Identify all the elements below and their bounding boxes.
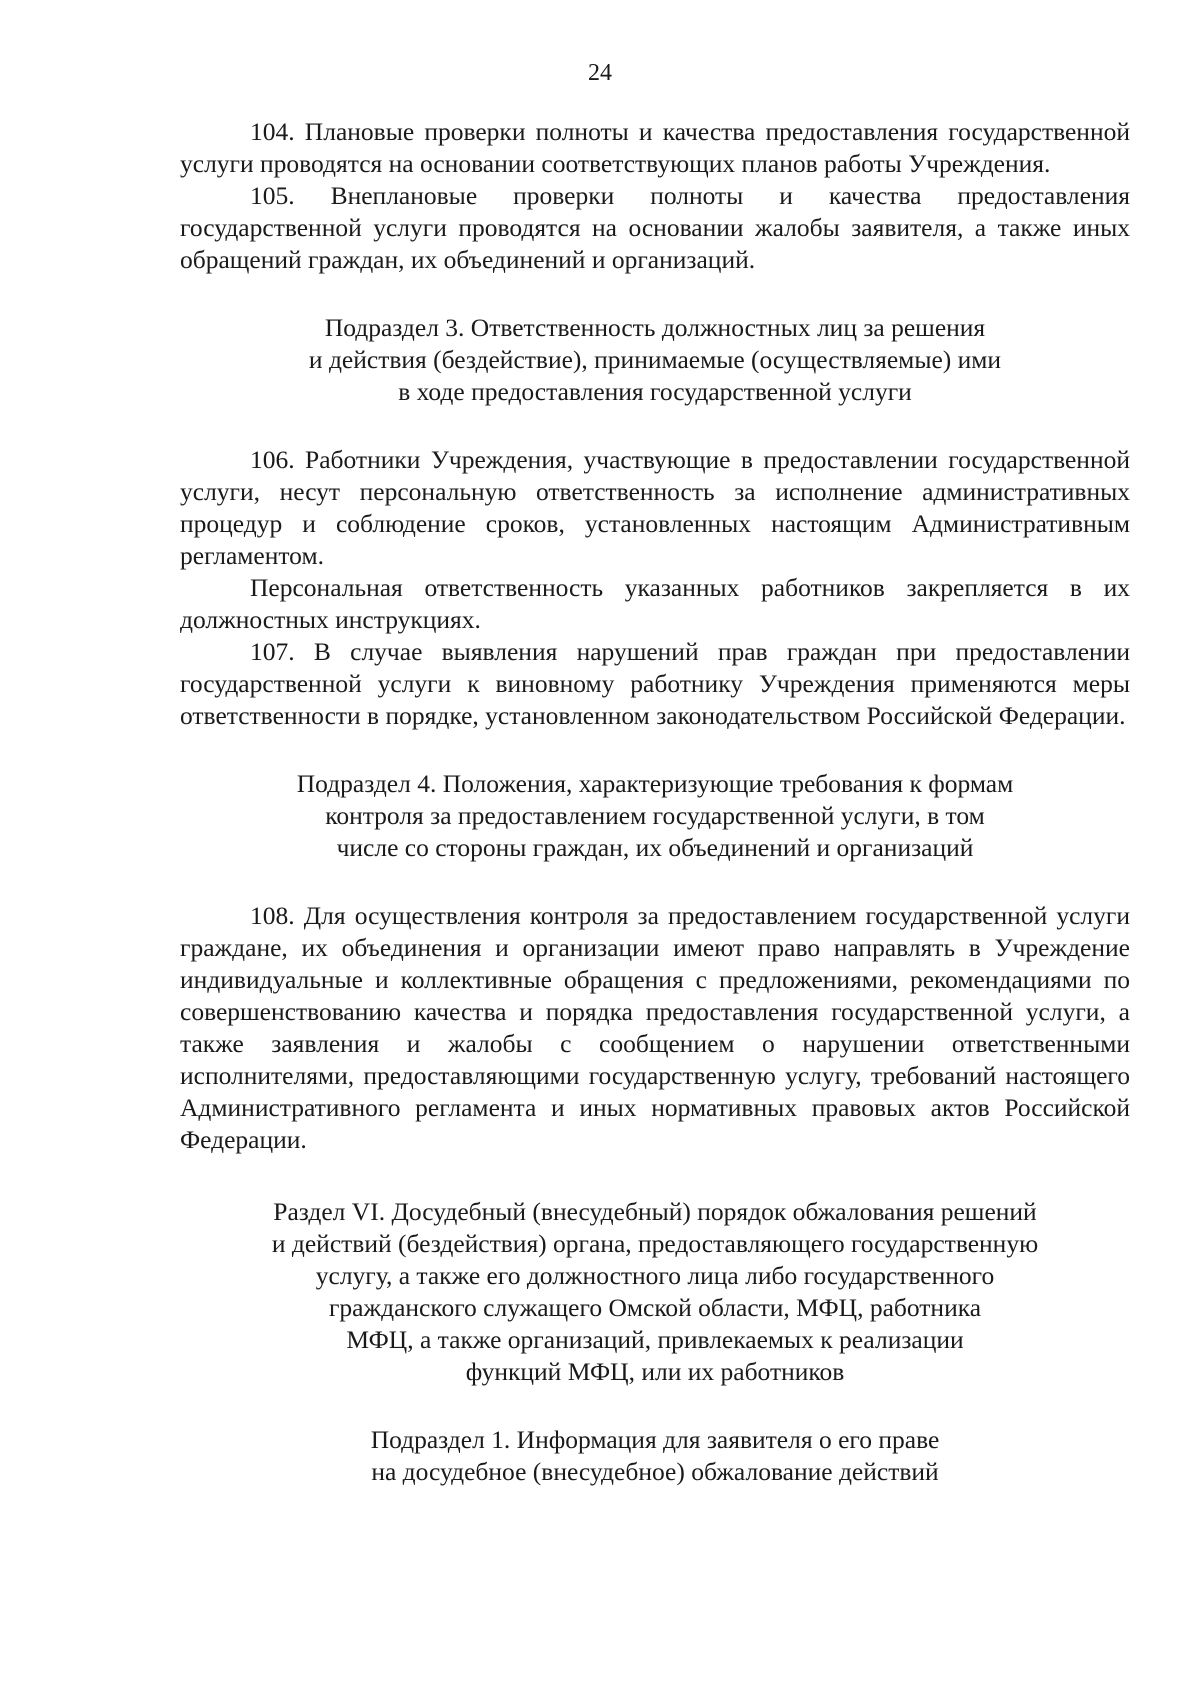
heading-line: Подраздел 1. Информация для заявителя о его праве xyxy=(370,1425,940,1454)
paragraph-106: 106. Работники Учреждения, участвующие в предоставлении государственной услуги, несут персональную ответственность за исполнение административных процедур и соблюдение сроков, установленных настоящим Административным регламентом. xyxy=(180,445,1130,570)
heading-line: МФЦ, а также организаций, привлекаемых к реализации xyxy=(346,1325,964,1354)
paragraph-108: 108. Для осуществления контроля за предоставлением государственной услуги граждане, их объединения и организации имеют право направлять в Учреждение индивидуальные и коллективные обращения с предложениями, рекомендациями по совершенствованию качества и порядка предоставления государственной услуги, а также заявления и жалобы с сообщением о нарушении ответственными исполнителями, предоставляющими государственную услугу, требований настоящего Административного регламента и иных нормативных правовых актов Российской Федерации. xyxy=(180,901,1130,1154)
section-6-heading xyxy=(180,1196,1130,1388)
heading-line: Раздел VI. Досудебный (внесудебный) порядок обжалования решений xyxy=(273,1197,1037,1226)
heading-line: услугу, а также его должностного лица либо государственного xyxy=(315,1261,995,1290)
heading-line: Подраздел 3. Ответственность должностных лиц за решения xyxy=(324,313,986,342)
paragraph-104: 104. Плановые проверки полноты и качества предоставления государственной услуги проводятся на основании соответствующих планов работы Учреждения. xyxy=(180,117,1130,178)
subsection-4-heading xyxy=(180,768,1130,864)
paragraph-107: 107. В случае выявления нарушений прав граждан при предоставлении государственной услуги к виновному работнику Учреждения применяются меры ответственности в порядке, установленном законодательством Российской Федерации. xyxy=(180,637,1130,730)
heading-line: Подраздел 4. Положения, характеризующие требования к формам xyxy=(296,769,1014,798)
paragraph-106-personal-responsibility: Персональная ответственность указанных работников закрепляется в их должностных инструкциях. xyxy=(180,573,1130,634)
heading-line: гражданского служащего Омской области, МФЦ, работника xyxy=(328,1293,982,1322)
heading-line: функций МФЦ, или их работников xyxy=(465,1357,845,1386)
heading-line: и действий (бездействия) органа, предоставляющего государственную xyxy=(271,1229,1039,1258)
page-number: 24 xyxy=(588,60,612,86)
heading-line: в ходе предоставления государственной услуги xyxy=(398,377,912,406)
heading-line: на досудебное (внесудебное) обжалование действий xyxy=(371,1457,939,1486)
paragraph-105: 105. Внеплановые проверки полноты и качества предоставления государственной услуги проводятся на основании жалобы заявителя, а также иных обращений граждан, их объединений и организаций. xyxy=(180,181,1130,274)
heading-line: контроля за предоставлением государственной услуги, в том xyxy=(325,801,985,830)
subsection-1-heading xyxy=(180,1424,1130,1488)
document-body xyxy=(180,116,1130,1488)
subsection-3-heading xyxy=(180,312,1130,408)
heading-line: числе со стороны граждан, их объединений и организаций xyxy=(336,833,974,862)
heading-line: и действия (бездействие), принимаемые (осуществляемые) ими xyxy=(308,345,1002,374)
